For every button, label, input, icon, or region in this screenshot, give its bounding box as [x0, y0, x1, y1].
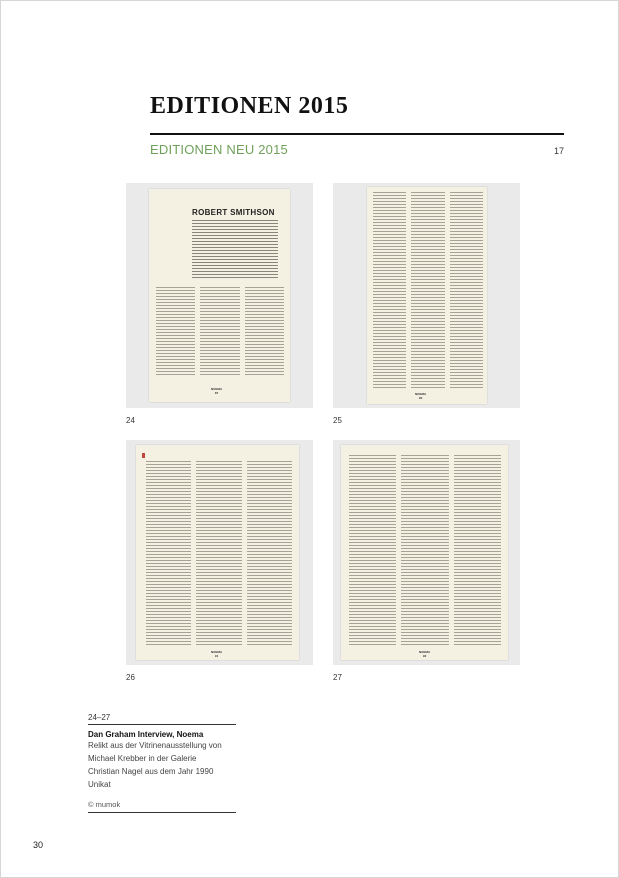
photo-credit: © mumok: [88, 800, 121, 809]
description-line: Relikt aus der Vitrinenausstellung von: [88, 741, 222, 750]
info-rule-top: [88, 724, 236, 725]
image-caption: 25: [333, 416, 342, 425]
page-number-right: 17: [553, 146, 564, 156]
description-line: Unikat: [88, 780, 111, 789]
info-rule-bottom: [88, 812, 236, 813]
image-tile-25: [333, 183, 520, 408]
artwork-info: [88, 713, 238, 813]
red-mark: [142, 453, 145, 458]
figure-range: 24–27: [88, 713, 111, 722]
description-line: Michael Krebber in der Galerie: [88, 754, 197, 763]
magazine-page: [149, 189, 290, 402]
text-columns: [146, 461, 292, 647]
magazine-page: [367, 187, 487, 404]
image-caption: 27: [333, 673, 342, 682]
text-columns: [349, 455, 501, 645]
image-tile-27: [333, 440, 520, 665]
magazine-page: [136, 445, 299, 660]
page-number-left: 30: [33, 840, 44, 850]
image-tile-26: [126, 440, 313, 665]
page-footer: NOEMA 90: [415, 392, 427, 400]
image-caption: 26: [126, 673, 135, 682]
intro-text-block: [192, 220, 278, 280]
section-subtitle: EDITIONEN NEU 2015: [150, 142, 288, 157]
page-footer: NOEMA 87: [211, 387, 223, 395]
text-columns: [373, 192, 483, 388]
page-footer: NOEMA 92: [419, 650, 431, 658]
description-line: Christian Nagel aus dem Jahr 1990: [88, 767, 214, 776]
image-tile-24: [126, 183, 313, 408]
page-heading: ROBERT SMITHSON: [192, 208, 275, 217]
title-rule: [150, 133, 564, 135]
image-caption: 24: [126, 416, 135, 425]
magazine-page: [341, 445, 508, 660]
text-columns: [156, 287, 284, 375]
page-title: EDITIONEN 2015: [150, 93, 349, 119]
page-footer: NOEMA 91: [211, 650, 223, 658]
artwork-title: Dan Graham Interview, Noema: [88, 730, 204, 739]
